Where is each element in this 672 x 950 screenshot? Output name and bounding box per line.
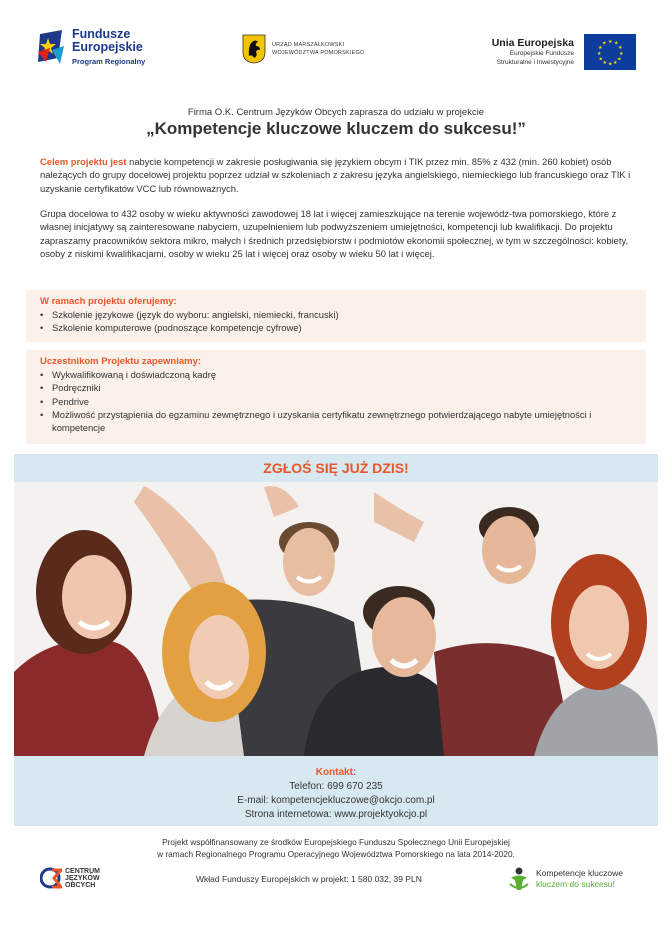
svg-text:★: ★ [598,56,603,63]
person-key-icon [506,866,532,892]
cjo-line-2: JĘZYKÓW [65,874,100,882]
svg-text:★: ★ [597,51,602,57]
cta-banner [14,454,658,482]
intro-text: Firma O.K. Centrum Języków Obcych zaprasza do udziału w projekcie [187,107,485,118]
svg-text:★: ★ [617,56,622,63]
header-logos [36,28,636,80]
fe-title-1: Fundusze [72,27,131,41]
ue-title: Unia Europejska [491,37,574,49]
fe-subtitle: Program Regionalny [72,57,146,66]
provide-list [26,368,646,434]
group-photo [14,482,658,756]
contact-band [14,756,658,826]
svg-text:★: ★ [602,40,607,47]
goal-text: nabycie kompetencji w zakresie posługiwania się językiem obcym i TIK przez min. 85% z 432 (min. 260 kobiet) osób należących do grupy docelowej projektu poprzez udział w szkoleniach z zakresu języka angielskiego, niemieckiego lub francuskiego oraz TIK i uzyskanie certyfikatów VCC lub równoważnych. [40,156,631,194]
kk-line-1: Kompetencje kluczowe [536,868,623,878]
urzad-line-2: WOJEWÓDZTWA POMORSKIEGO [272,50,365,56]
ue-line-1: Europejskie Fundusze [509,50,574,57]
offer-item: • Szkolenie językowe (język do wyboru: angielski, niemiecki, francuski) [52,308,646,321]
kompetencje-logo [506,866,623,892]
offer-heading: W ramach projektu oferujemy: [40,296,177,307]
provide-heading: Uczestnikom Projektu zapewniamy: [40,356,202,367]
svg-text:★: ★ [614,40,619,47]
offer-list [26,308,646,335]
contact-phone: Telefon: 699 670 235 [289,781,383,792]
contact-email[interactable]: E-mail: kompetencjekluczowe@okcjo.com.pl [237,795,435,806]
svg-text:★: ★ [619,51,624,57]
unia-europejska-logo [492,34,636,70]
cjo-logo [40,866,100,890]
provide-item: • Możliwość przystąpienia do egzaminu zewnętrznego i uzyskania certyfikatu zewnętrznego potwierdzającego nabyte umiejętności i kompetencje [52,408,646,435]
provide-item: • Podręczniki [52,381,646,394]
funding-line-2: w ramach Regionalnego Programu Operacyjnego Województwa Pomorskiego na lata 2014-2020. [157,849,515,859]
cta-text: ZGŁOŚ SIĘ JUŻ DZIS! [263,460,409,476]
goal-label: Celem projektu jest [40,156,127,167]
contact-heading: Kontakt: [315,767,357,778]
fe-title-2: Europejskie [72,40,143,54]
svg-text:★: ★ [608,39,613,45]
cjo-line-3: OBCYCH [65,881,96,889]
cjo-line-1: CENTRUM [65,867,100,875]
svg-text:★: ★ [618,45,623,51]
offer-box [26,290,646,342]
goal-paragraph [40,155,636,195]
svg-text:★: ★ [608,61,613,68]
ok-logo-icon [40,866,62,890]
funding-line-1: Projekt współfinansowany ze środków Europejskiego Funduszu Społecznego Unii Europejskiej [162,837,510,847]
offer-item: • Szkolenie komputerowe (podnoszące kompetencje cyfrowe) [52,321,646,334]
svg-text:★: ★ [598,45,603,51]
funding-note [0,836,672,860]
urzad-line-1: URZĄD MARSZAŁKOWSKI [272,42,345,48]
provide-item: • Pendrive [52,395,646,408]
svg-text:★: ★ [613,60,618,66]
provide-box [26,350,646,444]
eu-flag-icon [584,34,636,70]
provide-item: • Wykwalifikowaną i doświadczoną kadrę [52,368,646,381]
fundusze-europejskie-logo [36,28,145,66]
fe-star-icon [36,28,66,66]
gryf-crest-icon [242,34,266,64]
group-paragraph: Grupa docelowa to 432 osoby w wieku aktywności zawodowej 18 lat i więcej zamieszkujące na terenie wojewódz-twa pomorskiego, które z własnej inicjatywy są zainteresowane nabyciem, uzupełnieniem lub podwyższeniem umiejętności, kompetencji lub kwalifikacji. Do projektu zapraszamy pracowników sektora mikro, małych i średnich przedsiębiorstw i podmiotów ekonomii społecznej, w tym w szczególności: kobiety, osoby z niskimi kwalifikacjami, osoby w wieku 25 lat i więcej oraz osoby w wieku 50 lat i więcej. [40,208,629,259]
project-title: „Kompetencje kluczowe kluczem do sukcesu!” [146,119,526,138]
ue-line-2: Strukturalne i Inwestycyjne [496,59,574,66]
contact-web[interactable]: Strona internetowa: www.projektyokcjo.pl [244,809,428,820]
kk-line-2: kluczem do sukcesu! [536,879,615,889]
urzad-marszalkowski-logo [242,34,364,64]
svg-text:★: ★ [602,60,607,66]
funding-amount: Wkład Funduszy Europejskich w projekt: 1 580 032, 39 PLN [196,874,422,884]
